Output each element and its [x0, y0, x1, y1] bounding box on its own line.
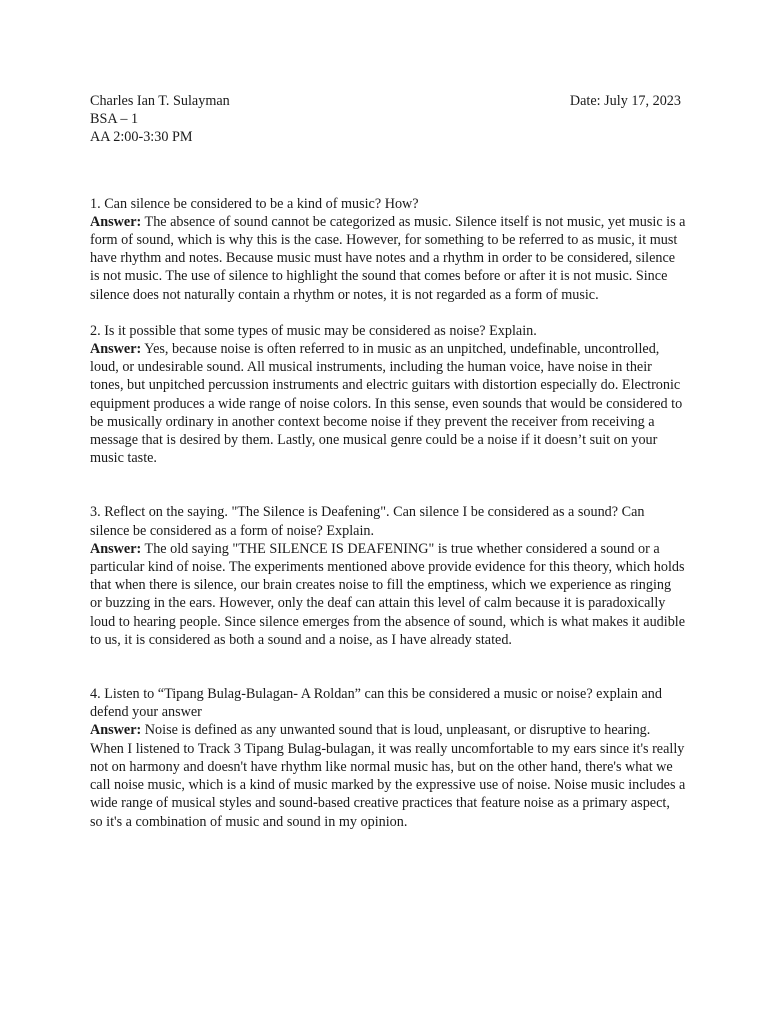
question-text: 1. Can silence be considered to be a kind of music? How?: [90, 195, 419, 212]
answer-text: [90, 721, 686, 830]
answer-text: [90, 340, 686, 467]
answer-label: Answer:: [90, 341, 142, 358]
document-date: Date: July 17, 2023: [569, 93, 681, 109]
student-course: BSA – 1: [90, 111, 139, 128]
answer-label: Answer:: [90, 722, 142, 739]
answer-body: The absence of sound cannot be categorized as music. Silence itself is not music, yet music is a form of sound, which is why this is the case. However, for something to be referred to as music, it must have rhythm and notes. Because music must have notes and a rhythm in order to be considered, silence is not music. The use of silence to highlight the sound that comes before or after it is not music. Since silence does not naturally contain a rhythm or notes, it is not regarded as a form of music.: [90, 213, 686, 303]
question-block-2: [90, 322, 686, 468]
date-info: [570, 92, 681, 147]
class-schedule: AA 2:00-3:30 PM: [90, 129, 193, 146]
answer-text: [90, 540, 686, 649]
question-text: 3. Reflect on the saying. "The Silence is Deafening". Can silence I be considered as a sound? Can silence be considered as a form of noise? Explain.: [90, 504, 645, 539]
document-page: [90, 92, 686, 831]
student-info: [90, 92, 230, 147]
answer-label: Answer:: [90, 213, 142, 230]
question-block-3: [90, 503, 686, 649]
answer-label: Answer:: [90, 540, 142, 557]
answer-text: [90, 213, 686, 304]
document-header: [90, 92, 686, 147]
student-name: Charles Ian T. Sulayman: [90, 93, 230, 109]
question-block-4: [90, 685, 686, 831]
question-text: 4. Listen to “Tipang Bulag-Bulagan- A Roldan” can this be considered a music or noise? explain and defend your answer: [90, 686, 662, 721]
answer-body: Noise is defined as any unwanted sound that is loud, unpleasant, or disruptive to hearing. When I listened to Track 3 Tipang Bulag-bulagan, it was really uncomfortable to my ears since it's really not on harmony and doesn't have rhythm like normal music has, but on the other hand, there's what we call noise music, which is a kind of music marked by the expressive use of noise. Noise music includes a wide range of musical styles and sound-based creative practices that feature noise as a primary aspect, so it's a combination of music and sound in my opinion.: [90, 722, 686, 830]
question-text: 2. Is it possible that some types of music may be considered as noise? Explain.: [90, 322, 537, 339]
question-block-1: [90, 195, 686, 304]
answer-body: The old saying "THE SILENCE IS DEAFENING" is true whether considered a sound or a particular kind of noise. The experiments mentioned above provide evidence for this theory, which holds that when there is silence, our brain creates noise to fill the emptiness, which we experience as ringing or buzzing in the ears. However, only the deaf can attain this level of calm because it is paradoxically loud to hearing people. Since silence emerges from the absence of sound, which is what makes it audible to us, it is considered as both a sound and a noise, as I have already stated.: [90, 540, 686, 648]
answer-body: Yes, because noise is often referred to in music as an unpitched, undefinable, uncontrolled, loud, or undesirable sound. All musical instruments, including the human voice, have noise in their tones, but unpitched percussion instruments and electric guitars with distortion especially do. Electronic equipment produces a wide range of noise colors. In this sense, even sounds that would be considered to be musically ordinary in another context become noise if they prevent the receiver from receiving a message that is desired by them. Lastly, one musical genre could be a noise if it doesn’t suit on your music taste.: [90, 341, 683, 467]
